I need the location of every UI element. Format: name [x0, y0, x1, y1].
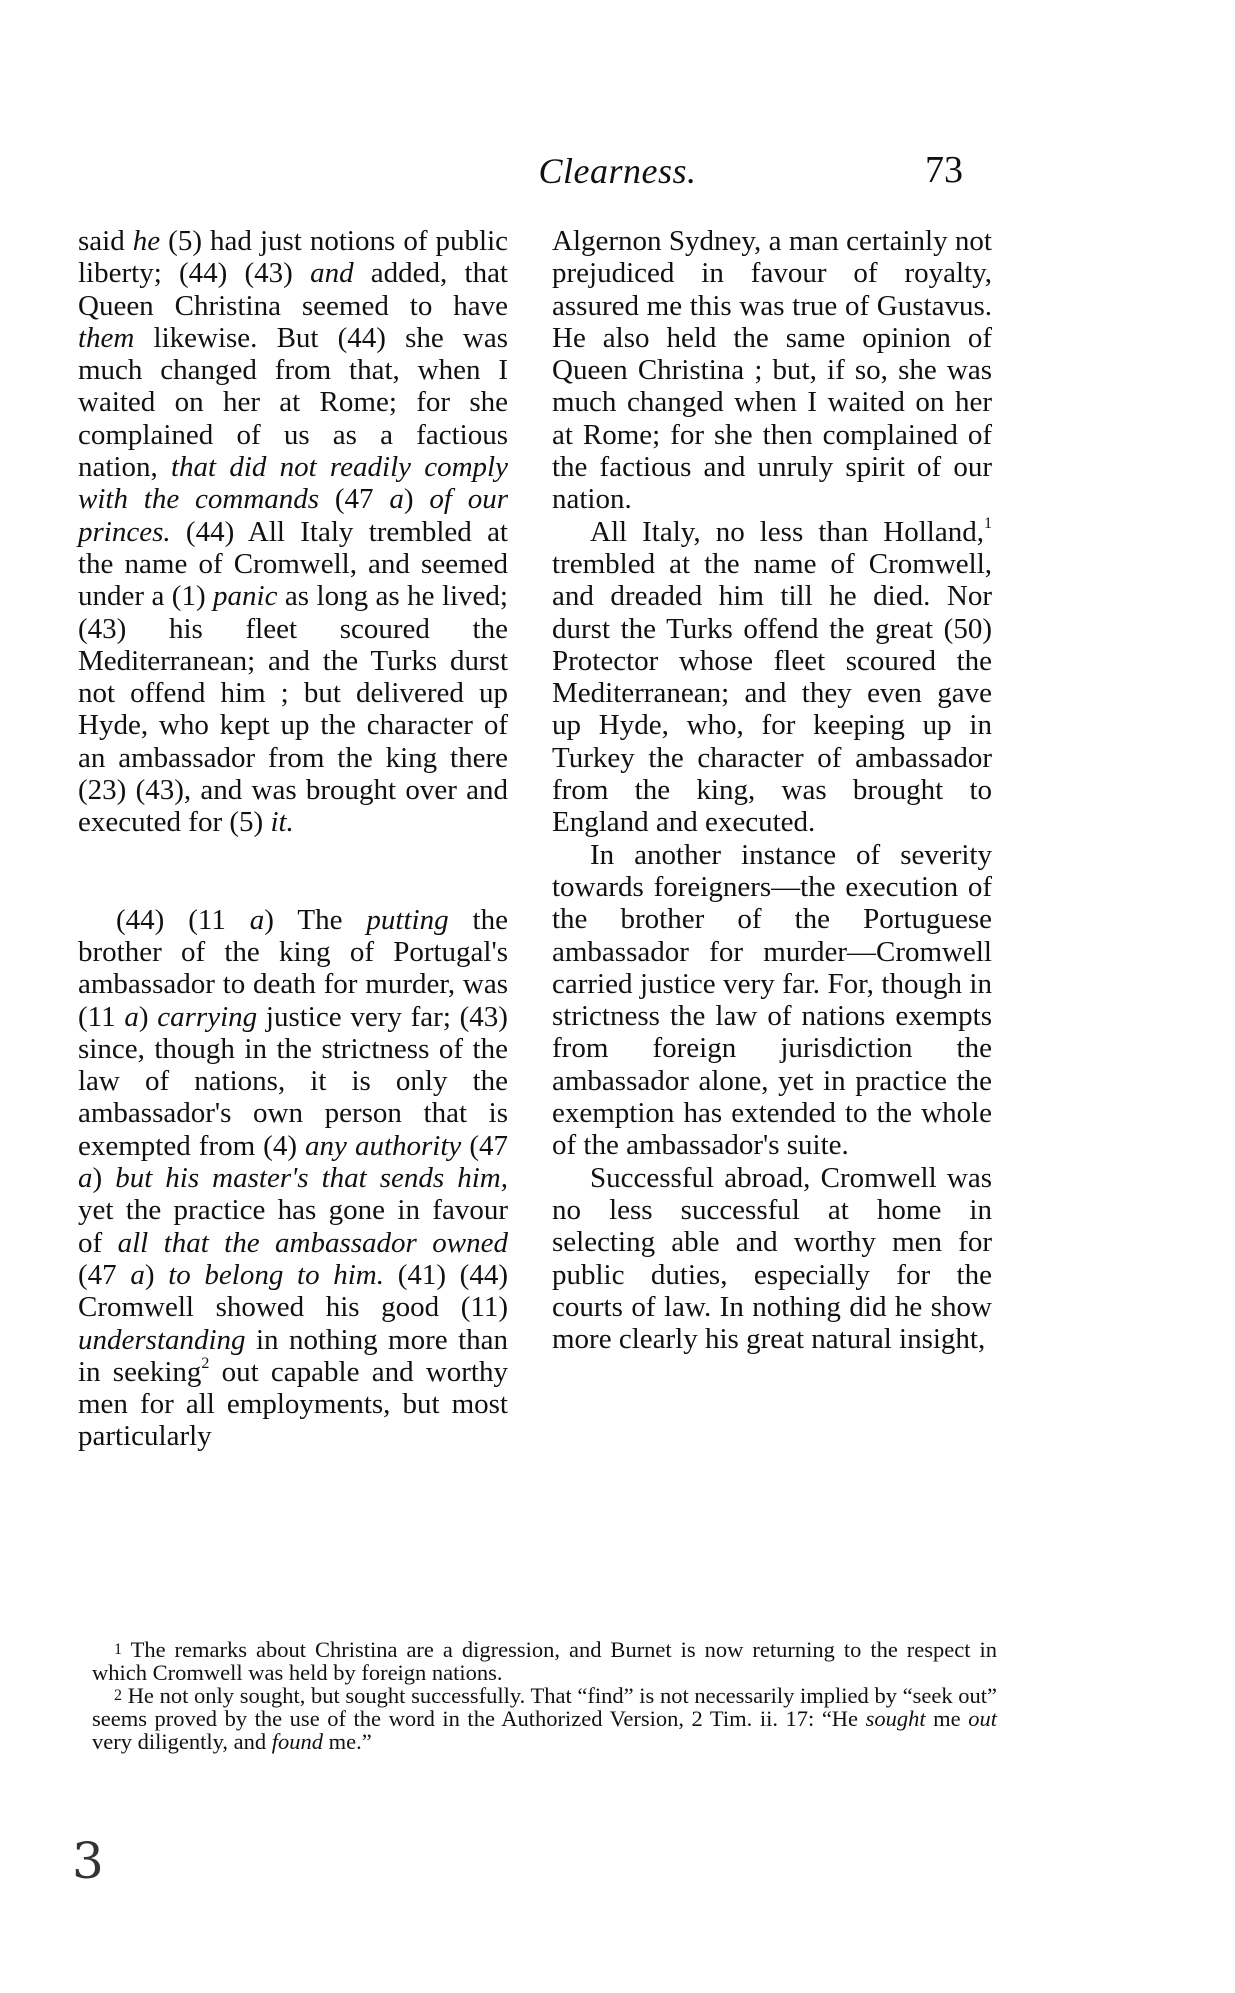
italic-run: carrying: [157, 1000, 258, 1033]
italic-run: a: [124, 1000, 139, 1033]
italic-run: that did not readily comply with the commands: [78, 451, 508, 516]
footnote-number: 1: [114, 1641, 122, 1658]
text-run: (44) All Italy trembled at the name of Cromwell, and seemed under a (1): [78, 515, 508, 613]
text-run: the brother of the king of Portugal's ambassador to death for murder, was (11: [78, 903, 508, 1033]
left-paragraph-1: [78, 225, 508, 839]
text-run: trembled at the name of Cromwell, and dreaded him till he died. Nor durst the Turks offend the great (50) Protector whose fleet scoured the Mediterranean; and they even gave up Hyde, who, for keeping up in Turkey the character of ambassador from the king, was brought to England and executed.: [552, 547, 992, 839]
footnote-text: me.”: [323, 1729, 372, 1754]
italic-run: a: [249, 903, 265, 936]
text-run: ): [403, 483, 430, 516]
italic-run: and: [310, 257, 354, 290]
italic-run: of our princes.: [78, 483, 508, 548]
text-run: as long as he lived; (43) his fleet scoured the Mediterranean; and the Turks durst not offend him ; but delivered up Hyde, who kept up the character of an ambassador from the king there (23) (43), and was brought over and executed for (5): [78, 580, 508, 839]
italic-run: a: [130, 1258, 145, 1291]
text-run: in nothing more than in seeking: [78, 1323, 508, 1388]
text-run: added, that Queen Christina seemed to have: [78, 257, 508, 322]
italic-run: a: [389, 483, 404, 516]
footnote-text: He not only sought, but sought successfully. That “find” is not necessarily implied by “seek out” seems proved by the use of the word in the Authorized Version, 2 Tim. ii. 17: “He: [92, 1683, 998, 1731]
footnote-text: me: [925, 1706, 969, 1731]
italic-run: any authority: [305, 1129, 462, 1162]
left-column-original-text: [78, 225, 508, 1453]
italic-run: putting: [366, 903, 449, 936]
right-column-revised-text: [552, 225, 992, 1355]
italic-run: it.: [270, 806, 294, 839]
footnote-reference: 2: [201, 1354, 210, 1372]
italic-run: to belong to him.: [168, 1258, 385, 1291]
text-run: out capable and worthy men for all employments, but most particularly: [78, 1355, 508, 1453]
text-run: Successful abroad, Cromwell was no less successful at home in selecting able and worthy men for public duties, especially for the courts of law. In nothing did he show more clearly his great natural insight,: [552, 1161, 992, 1356]
text-run: ): [92, 1162, 116, 1195]
text-run: said: [78, 225, 133, 257]
page-number: 73: [925, 149, 963, 191]
footnote-number: 2: [114, 1687, 122, 1704]
italic-run: them: [78, 321, 135, 354]
text-run: justice very far; (43) since, though in the strictness of the law of nations, it is only the ambassador's own person that is exempted from (4): [78, 1000, 508, 1162]
text-run: Algernon Sydney, a man certainly not prejudiced in favour of royalty, assured me this was true of Gustavus. He also held the same opinion of Queen Christina ; but, if so, she was much changed when I waited on her at Rome; for she then complained of the factious and unruly spirit of our nation.: [552, 225, 992, 516]
footnote-2: [92, 1684, 997, 1753]
footnote-1: [92, 1638, 997, 1684]
text-run: likewise. But (44) she was much changed from that, when I waited on her at Rome; for she complained of us as a factious nation,: [78, 321, 508, 484]
right-paragraph-4: [552, 1162, 992, 1356]
italic-run: panic: [213, 580, 278, 613]
text-run: ): [138, 1000, 158, 1033]
right-paragraph-3: [552, 839, 992, 1162]
footnote-reference: 1: [984, 514, 992, 532]
text-run: ): [144, 1258, 169, 1291]
text-run: yet the practice has gone in favour of: [78, 1194, 508, 1259]
italic-run: but his master's that sends him,: [115, 1162, 508, 1195]
footnotes: [92, 1638, 997, 1753]
left-paragraph-2: [78, 904, 508, 1453]
text-run: (44) (11: [116, 903, 250, 936]
footnote-text: The remarks about Christina are a digression, and Burnet is now returning to the respect in which Cromwell was held by foreign nations.: [92, 1637, 997, 1685]
italic-run: a: [78, 1162, 93, 1195]
text-run: (5) had just notions of public liberty; (44) (43): [78, 225, 508, 290]
paragraph-gap: [78, 839, 508, 904]
running-title: Clearness.: [538, 151, 697, 191]
text-run: ) The: [264, 903, 367, 936]
text-run: (47: [461, 1129, 508, 1162]
right-paragraph-1: [552, 225, 992, 516]
footnote-italic: found: [271, 1729, 324, 1754]
handwritten-mark: 3: [72, 1832, 104, 1890]
text-run: In another instance of severity towards foreigners—the execution of the brother of the Portuguese ambassador for murder—Cromwell carried justice very far. For, though in strictness the law of nations exempts from foreign jurisdiction the ambassador alone, yet in practice the exemption has extended to the whole of the ambassador's suite.: [552, 838, 992, 1162]
text-run: All Italy, no less than Holland,: [590, 515, 984, 548]
right-paragraph-2: [552, 516, 992, 839]
italic-run: understanding: [78, 1323, 246, 1356]
text-run: (47: [78, 1258, 131, 1291]
text-run: (41) (44) Cromwell showed his good (11): [78, 1258, 508, 1324]
footnote-italic: out: [968, 1706, 997, 1731]
footnote-italic: sought: [865, 1706, 926, 1731]
italic-run: all that the ambassador owned: [117, 1226, 508, 1259]
italic-run: he: [132, 225, 161, 257]
footnote-text: very diligently, and: [92, 1729, 272, 1754]
text-run: (47: [319, 483, 390, 516]
